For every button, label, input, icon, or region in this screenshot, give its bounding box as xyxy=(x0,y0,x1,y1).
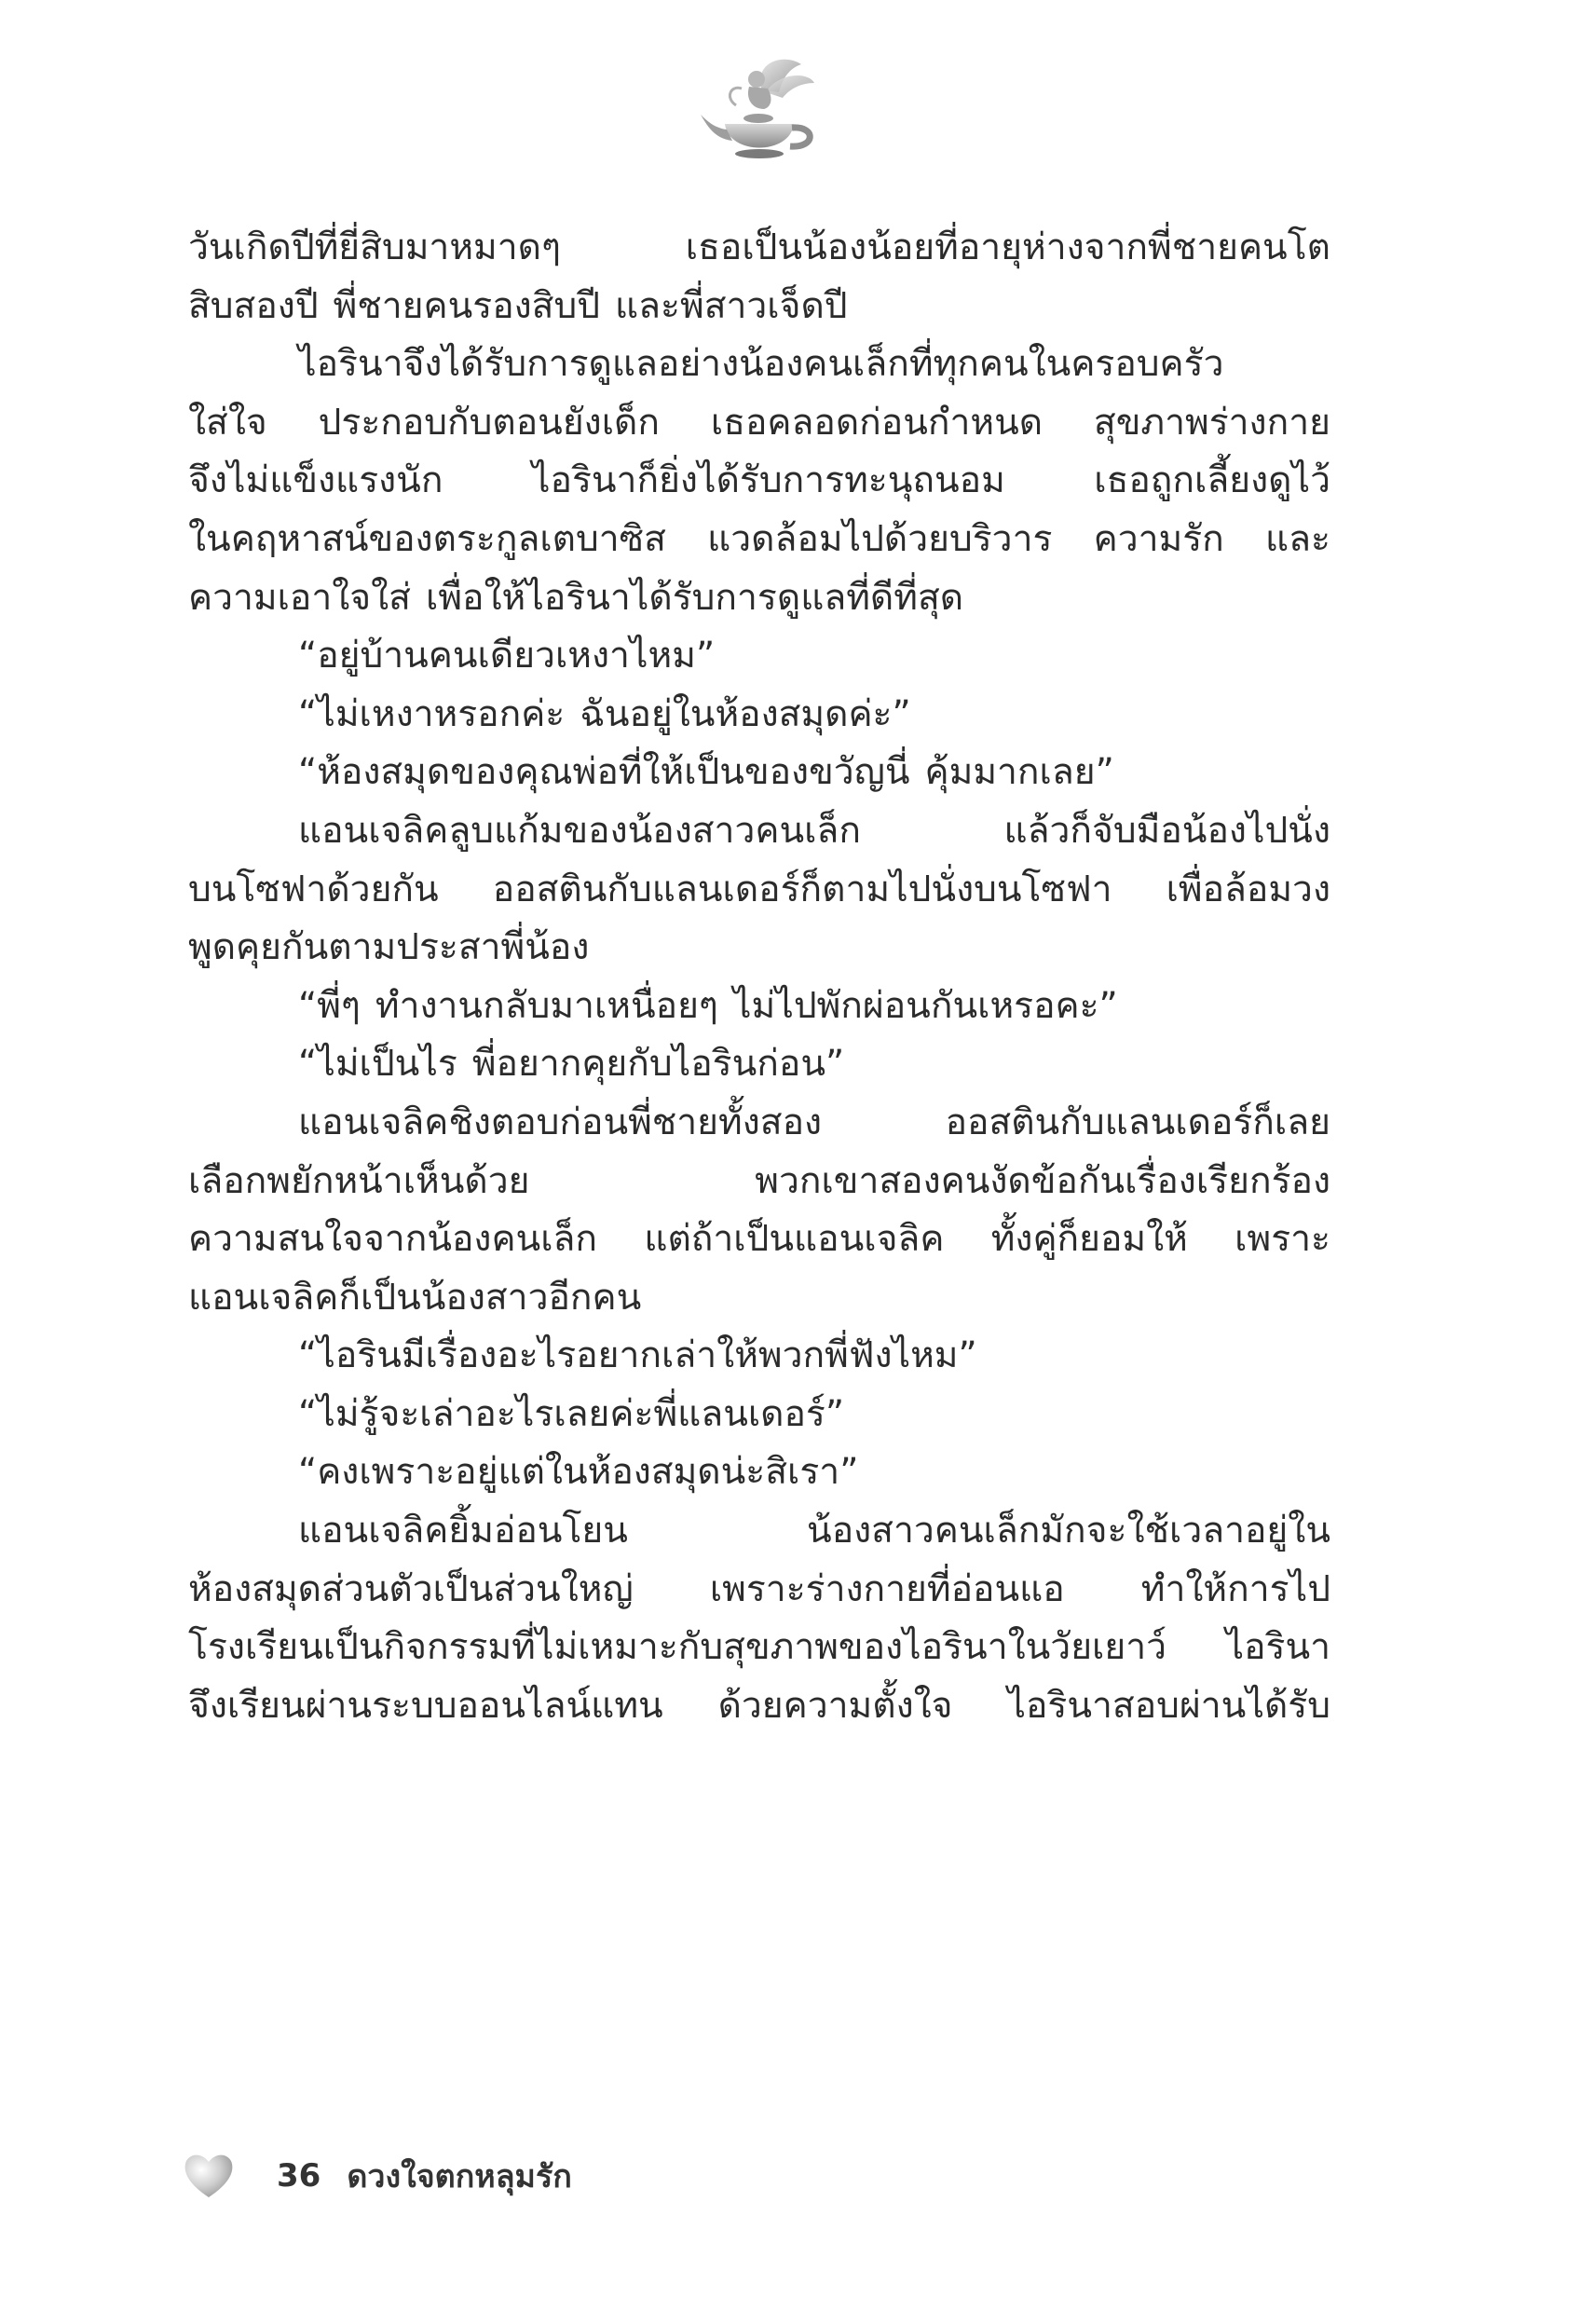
text-line xyxy=(188,1094,1330,1153)
text-segment: สิบสองปี xyxy=(188,284,319,327)
text-segment: “พี่ๆ xyxy=(298,984,361,1027)
book-title: ดวงใจตกหลุมรัก xyxy=(347,2158,572,2195)
text-segment: ห้องสมุดส่วนตัวเป็นส่วนใหญ่ xyxy=(188,1567,634,1610)
text-segment: แอนเจลิคลูบแก้มของน้องสาวคนเล็ก xyxy=(298,809,861,852)
text-line xyxy=(188,1443,1330,1502)
text-line xyxy=(188,511,1330,569)
text-segment: วันเกิดปีที่ยี่สิบมาหมาดๆ xyxy=(188,226,561,268)
text-segment: เธอเป็นน้องน้อยที่อายุห่างจากพี่ชายคนโต xyxy=(685,226,1330,268)
text-line xyxy=(188,686,1330,745)
text-segment: ด้วยความตั้งใจ xyxy=(717,1684,953,1727)
text-segment: พวกเขาสองคนงัดข้อกันเรื่องเรียกร้อง xyxy=(755,1159,1330,1202)
text-segment: ความสนใจจากน้องคนเล็ก xyxy=(188,1218,598,1261)
page-number: 36 xyxy=(277,2157,321,2195)
text-segment: “อยู่บ้านคนเดียวเหงาไหม” xyxy=(298,635,716,677)
text-segment: และพี่สาวเจ็ดปี xyxy=(615,284,848,327)
text-line xyxy=(188,1619,1330,1677)
teapot-cupid-ornament-icon xyxy=(697,51,827,168)
text-segment: ประกอบกับตอนยังเด็ก xyxy=(318,401,660,444)
text-segment: ไอรินาสอบผ่านได้รับ xyxy=(1007,1684,1330,1727)
text-segment: พี่อยากคุยกับไอรินก่อน” xyxy=(471,1043,845,1086)
text-segment: ทั้งคู่ก็ยอมให้ xyxy=(990,1218,1188,1261)
text-line xyxy=(188,335,1330,394)
text-segment: “คงเพราะอยู่แต่ในห้องสมุดน่ะสิเรา” xyxy=(298,1451,859,1494)
text-segment: ไอรินาจึงได้รับการดูแลอย่างน้องคนเล็กที่ทุกคนในครอบครัว xyxy=(298,343,1224,386)
text-line xyxy=(188,744,1330,802)
text-segment: พูดคุยกันตามประสาพี่น้อง xyxy=(188,926,590,969)
text-segment: เพื่อล้อมวง xyxy=(1166,868,1330,910)
text-line xyxy=(188,802,1330,861)
text-segment: ทำให้การไป xyxy=(1140,1567,1330,1610)
text-segment: จึงไม่แข็งแรงนัก xyxy=(188,459,443,502)
text-segment: และ xyxy=(1265,517,1330,560)
text-line xyxy=(188,919,1330,978)
text-segment: คุ้มมากเลย” xyxy=(924,751,1114,794)
text-line xyxy=(188,978,1330,1036)
text-segment: จึงเรียนผ่านระบบออนไลน์แทน xyxy=(188,1684,663,1727)
text-segment: เพราะร่างกายที่อ่อนแอ xyxy=(709,1567,1065,1610)
text-line xyxy=(188,1269,1330,1328)
text-segment: สุขภาพร่างกาย xyxy=(1093,401,1330,444)
text-line xyxy=(188,394,1330,453)
text-segment: แล้วก็จับมือน้องไปนั่ง xyxy=(1003,809,1330,852)
text-line xyxy=(188,278,1330,336)
heart-icon xyxy=(182,2149,236,2203)
text-segment: “ห้องสมุดของคุณพ่อที่ให้เป็นของขวัญนี่ xyxy=(298,751,910,794)
text-segment: ทำงานกลับมาเหนื่อยๆ xyxy=(375,984,718,1027)
text-segment: ความเอาใจใส่ xyxy=(188,576,411,619)
text-line xyxy=(188,861,1330,920)
text-line xyxy=(188,1677,1330,1736)
text-segment: ไม่ไปพักผ่อนกันเหรอคะ” xyxy=(732,984,1118,1027)
text-line xyxy=(188,1327,1330,1386)
text-segment: พี่ชายคนรองสิบปี xyxy=(333,284,600,327)
text-segment: แวดล้อมไปด้วยบริวาร xyxy=(707,517,1053,560)
text-line xyxy=(188,1210,1330,1269)
text-line xyxy=(188,569,1330,628)
text-segment: ออสตินกับแลนเดอร์ก็ตามไปนั่งบนโซฟา xyxy=(492,868,1112,910)
text-segment: บนโซฟาด้วยกัน xyxy=(188,868,439,910)
text-segment: ออสตินกับแลนเดอร์ก็เลย xyxy=(945,1101,1330,1143)
text-line xyxy=(188,1386,1330,1444)
text-segment: เลือกพยักหน้าเห็นด้วย xyxy=(188,1159,530,1202)
text-segment: ในคฤหาสน์ของตระกูลเตบาซิส xyxy=(188,517,666,560)
text-segment: แต่ถ้าเป็นแอนเจลิค xyxy=(644,1218,945,1261)
text-segment: “ไม่รู้จะเล่าอะไรเลยค่ะพี่แลนเดอร์” xyxy=(298,1392,845,1435)
text-line xyxy=(188,1561,1330,1620)
text-segment: น้องสาวคนเล็กมักจะใช้เวลาอยู่ใน xyxy=(807,1510,1330,1552)
text-segment: เพราะ xyxy=(1235,1218,1330,1261)
text-line xyxy=(188,219,1330,278)
text-segment: โรงเรียนเป็นกิจกรรมที่ไม่เหมาะกับสุขภาพของไอรินาในวัยเยาว์ xyxy=(188,1626,1167,1669)
text-line xyxy=(188,1035,1330,1094)
text-segment: “ไม่เป็นไร xyxy=(298,1043,457,1086)
text-line xyxy=(188,627,1330,686)
text-segment: ไอรินา xyxy=(1225,1626,1330,1669)
text-line xyxy=(188,1153,1330,1211)
text-segment: แอนเจลิคก็เป็นน้องสาวอีกคน xyxy=(188,1276,642,1319)
text-segment: เพื่อให้ไอรินาได้รับการดูแลที่ดีที่สุด xyxy=(426,576,964,619)
text-line xyxy=(188,452,1330,511)
text-segment: “ไอรินมีเรื่องอะไรอยากเล่าให้พวกพี่ฟังไหม” xyxy=(298,1334,977,1377)
text-segment: ไอรินาก็ยิ่งได้รับการทะนุถนอม xyxy=(531,459,1005,502)
text-segment: ใส่ใจ xyxy=(188,401,267,444)
text-segment: ความรัก xyxy=(1093,517,1224,560)
text-segment: เธอถูกเลี้ยงดูไว้ xyxy=(1094,459,1330,502)
text-segment: แอนเจลิคชิงตอบก่อนพี่ชายทั้งสอง xyxy=(298,1101,823,1143)
body-text xyxy=(188,219,1330,1735)
text-segment: แอนเจลิคยิ้มอ่อนโยน xyxy=(298,1510,628,1552)
text-segment: เธอคลอดก่อนกำหนด xyxy=(710,401,1044,444)
text-line xyxy=(188,1502,1330,1561)
text-segment: ฉันอยู่ในห้องสมุดค่ะ” xyxy=(580,692,911,735)
text-segment: “ไม่เหงาหรอกค่ะ xyxy=(298,692,566,735)
page-footer xyxy=(182,2143,572,2208)
